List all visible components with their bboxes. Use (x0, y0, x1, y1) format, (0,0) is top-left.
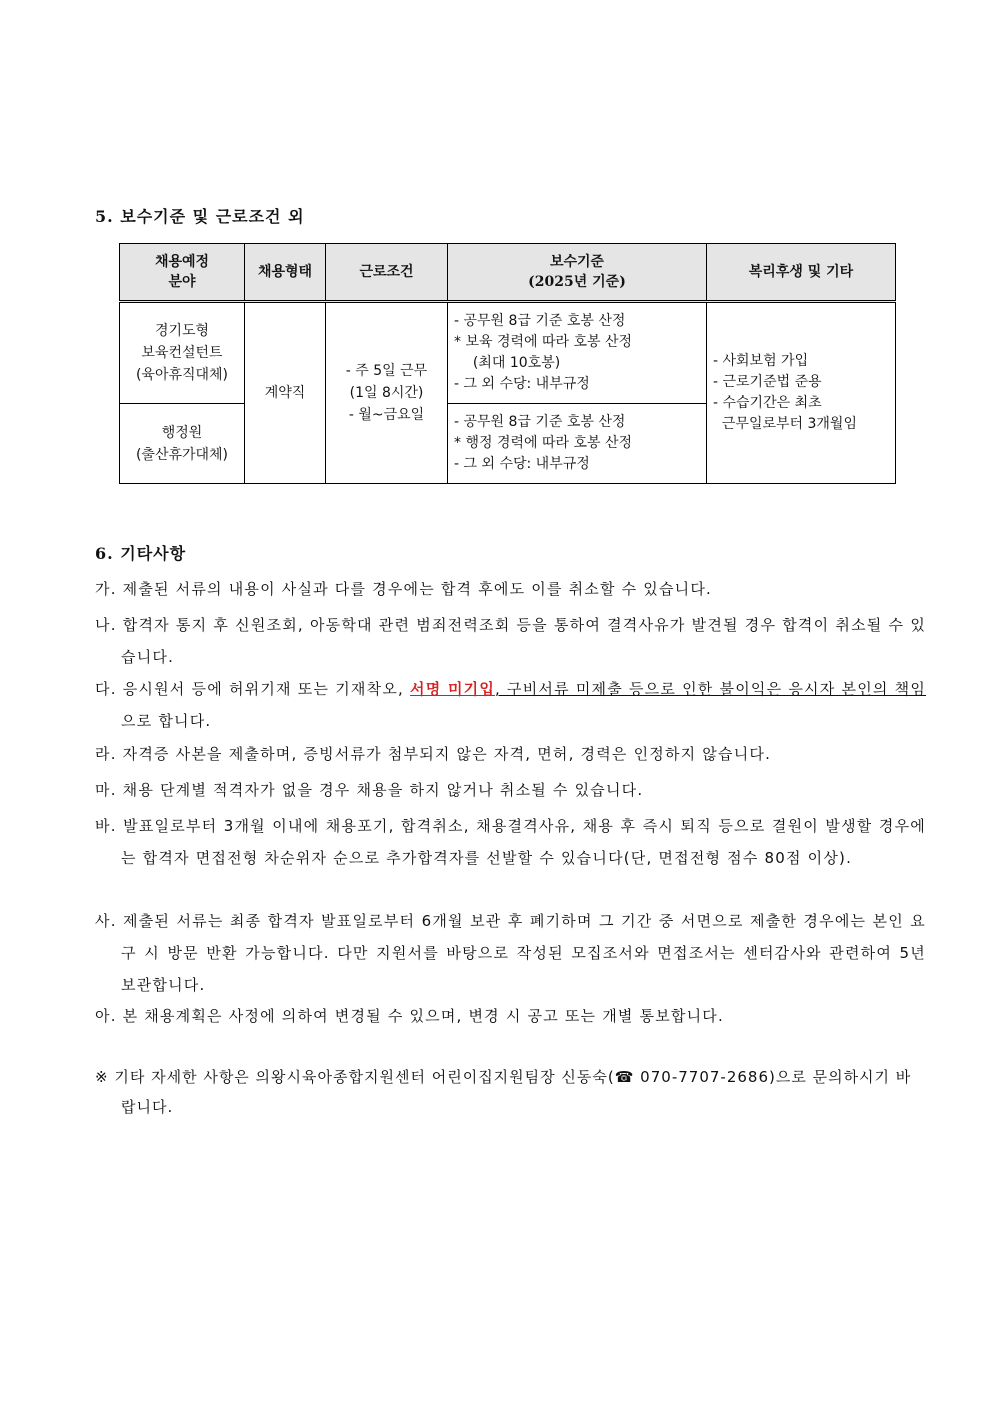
table-row (120, 302, 896, 404)
pay-line: * 행정 경력에 따라 호봉 산정 (454, 435, 633, 451)
contact-note: ※ 기타 자세한 사항은 의왕시육아종합지원센터 어린이집지원팀장 신동숙(☎ 070-7707-2686)으로 문의하시기 바랍니다. (95, 1068, 912, 1116)
welfare-line: - 사회보험 가입 (713, 353, 809, 369)
field-cell-consultant (120, 302, 245, 404)
item-text: 제출된 서류의 내용이 사실과 다를 경우에는 합격 후에도 이를 취소할 수 있습니다. (122, 580, 713, 598)
header-pay-line2: (2025년 기준) (528, 274, 626, 290)
pay-conditions-table (119, 243, 896, 484)
welfare-line: - 수습기간은 최초 (713, 395, 822, 411)
conditions-cell (326, 302, 448, 484)
section-5-title: 5. 보수기준 및 근로조건 외 (95, 207, 305, 226)
item-label: 다. (95, 680, 117, 698)
pay-line: (최대 10호봉) (464, 355, 561, 371)
pay-line: - 공무원 8급 기준 호봉 산정 (454, 414, 626, 430)
pay-line: - 공무원 8급 기준 호봉 산정 (454, 313, 626, 329)
item-text: 본 채용계획은 사정에 의하여 변경될 수 있으며, 변경 시 공고 또는 개별 통보합니다. (122, 1007, 724, 1025)
pay-cell-admin (448, 404, 707, 484)
item-label: 가. (95, 580, 117, 598)
header-welfare: 복리후생 및 기타 (707, 244, 896, 302)
header-pay-line1: 보수기준 (549, 254, 605, 270)
type-cell: 계약직 (245, 302, 326, 484)
field-cell-admin (120, 404, 245, 484)
item-text: 합격자 통지 후 신원조회, 아동학대 관련 범죄전력조회 등을 통하여 결격사유가 발견될 경우 합격이 취소될 수 있습니다. (121, 616, 927, 666)
conditions-line: - 월~금요일 (348, 407, 425, 423)
field-line: (출산휴가대체) (135, 446, 229, 463)
item-text: 발표일로부터 3개월 이내에 채용포기, 합격취소, 채용결격사유, 채용 후 즉시 퇴직 등으로 결원이 발생할 경우에는 합격자 면접전형 차순위자 순으로 추가합격자를 선발할 수 있습니다(단, 면접전형 점수 80점 이상). (121, 817, 926, 867)
list-item (95, 573, 926, 605)
item-label: 나. (95, 616, 117, 634)
pay-cell-consultant (448, 302, 707, 404)
field-line: 보육컨설턴트 (141, 345, 223, 361)
conditions-line: - 주 5일 근무 (345, 363, 428, 379)
list-item (95, 905, 926, 1001)
header-field (120, 244, 245, 302)
pay-line: - 그 외 수당: 내부규정 (454, 376, 590, 392)
header-pay (448, 244, 707, 302)
item-text: 자격증 사본을 제출하며, 증빙서류가 첨부되지 않은 자격, 면허, 경력은 인정하지 않습니다. (122, 745, 772, 763)
welfare-line: 근무일로부터 3개월임 (713, 416, 857, 432)
pay-line: - 그 외 수당: 내부규정 (454, 456, 590, 472)
field-line: 행정원 (161, 424, 203, 441)
table-header-row (120, 244, 896, 302)
header-field-line1: 채용예정 (154, 254, 210, 270)
list-item (95, 673, 926, 737)
header-type: 채용형태 (245, 244, 326, 302)
welfare-cell (707, 302, 896, 484)
pay-line: * 보육 경력에 따라 호봉 산정 (454, 334, 633, 350)
item-text: 응시원서 등에 허위기재 또는 기재착오, (122, 680, 411, 698)
header-conditions: 근로조건 (326, 244, 448, 302)
underlined-text: , 구비서류 미제출 등으로 인한 불이익은 응시자 본인의 책임 (495, 680, 927, 698)
field-line: (육아휴직대체) (135, 367, 229, 383)
welfare-line: - 근로기준법 준용 (713, 374, 822, 390)
item-label: 사. (95, 912, 117, 930)
highlight-signature-missing: 서명 미기입 (410, 680, 496, 698)
item-label: 아. (95, 1007, 117, 1025)
list-item (95, 1000, 926, 1032)
header-field-line2: 분야 (168, 274, 196, 290)
item-label: 라. (95, 745, 117, 763)
field-line: 경기도형 (154, 323, 210, 339)
section-6-title: 6. 기타사항 (95, 544, 187, 563)
list-item (95, 609, 926, 673)
conditions-line: (1일 8시간) (349, 385, 424, 401)
item-text-after: 으로 합니다. (121, 712, 212, 730)
item-text: 채용 단계별 적격자가 없을 경우 채용을 하지 않거나 취소될 수 있습니다. (122, 781, 644, 799)
item-label: 바. (95, 817, 117, 835)
list-item (95, 774, 926, 806)
list-item (95, 738, 926, 770)
list-item (95, 810, 926, 874)
item-label: 마. (95, 781, 117, 799)
item-text: 제출된 서류는 최종 합격자 발표일로부터 6개월 보관 후 폐기하며 그 기간 중 서면으로 제출한 경우에는 본인 요구 시 방문 반환 가능합니다. 다만 지원서를 바탕으로 작성된 모집조서와 면접조서는 센터감사와 관련하여 5년 보관합니다. (121, 912, 926, 994)
